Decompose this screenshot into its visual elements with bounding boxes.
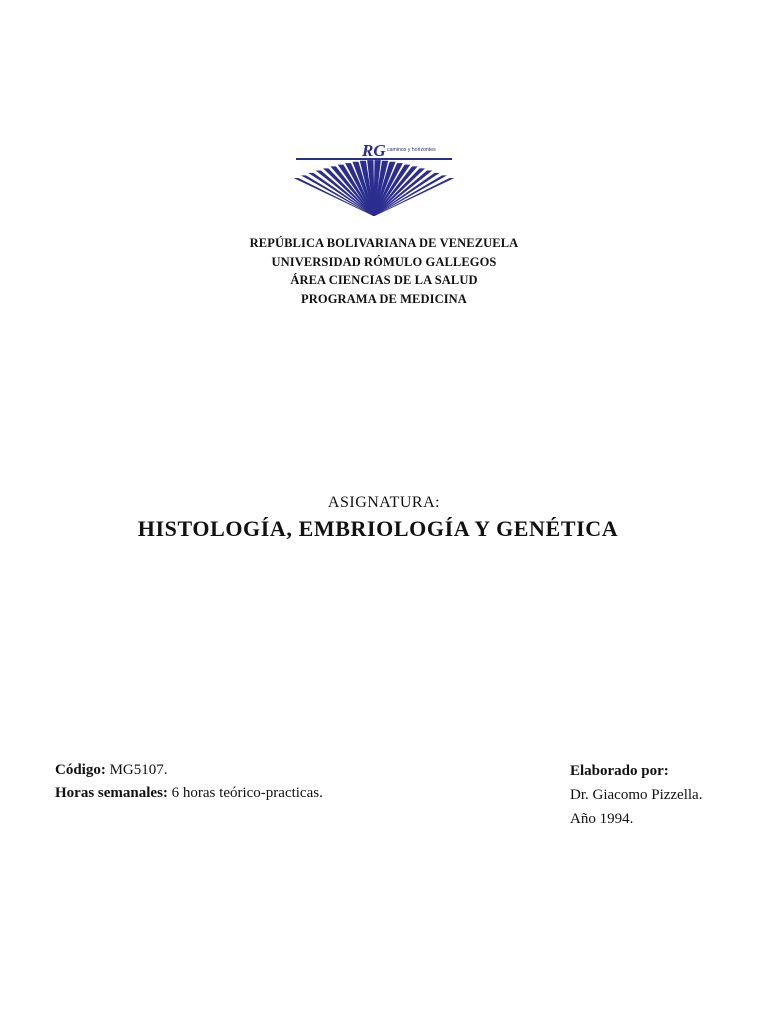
hours-label: Horas semanales: — [55, 785, 168, 801]
code-row — [55, 759, 323, 782]
hours-value: 6 horas teórico-practicas. — [167, 785, 323, 801]
institution-header — [0, 234, 768, 308]
program-line: PROGRAMA DE MEDICINA — [301, 291, 467, 306]
hours-row — [55, 782, 323, 805]
country-line: REPÚBLICA BOLIVARIANA DE VENEZUELA — [249, 236, 519, 250]
university-line: UNIVERSIDAD RÓMULO GALLEGOS — [271, 254, 497, 269]
author-label: Elaborado por: — [570, 763, 669, 779]
logo-tagline: caminos y horizontes — [387, 147, 436, 153]
area-line: ÁREA CIENCIAS DE LA SALUD — [290, 273, 478, 287]
svg-text:RG: RG — [362, 141, 386, 160]
subject-label: ASIGNATURA: — [327, 494, 441, 511]
code-value: MG5107. — [105, 762, 168, 778]
code-label: Código: — [55, 762, 106, 778]
author-block — [570, 759, 702, 831]
subject-title: HISTOLOGÍA, EMBRIOLOGÍA Y GENÉTICA — [137, 516, 619, 541]
course-details — [55, 759, 323, 805]
author-year: Año 1994. — [570, 811, 634, 827]
author-name: Dr. Giacomo Pizzella. — [570, 787, 703, 803]
university-logo-icon — [294, 136, 474, 220]
